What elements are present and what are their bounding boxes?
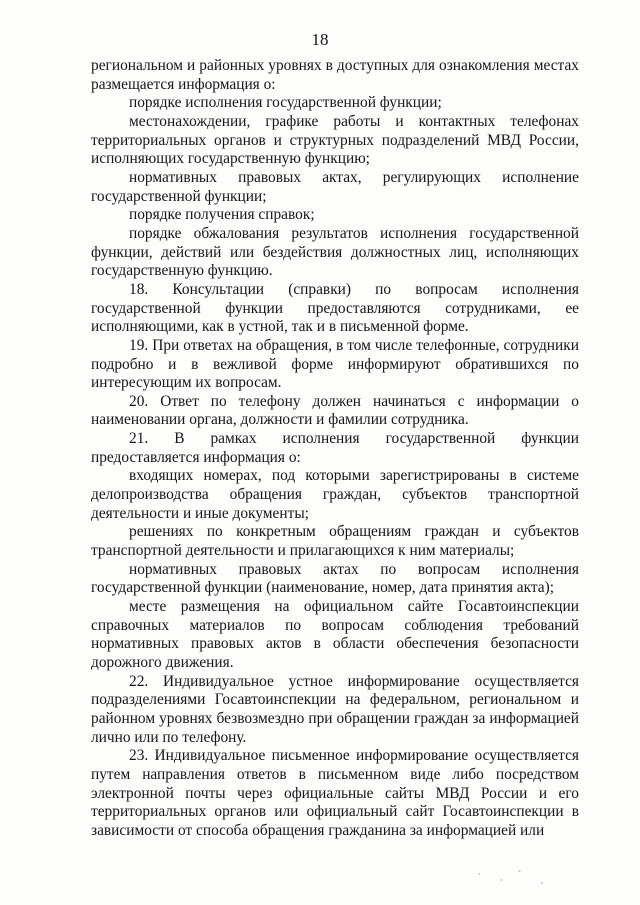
list-item: порядке получения справок; [129, 206, 315, 224]
page-number: 18 [311, 30, 329, 49]
paragraph-continuation: региональном и районных уровнях в доступных для ознакомления местах размещается информация о: [91, 57, 579, 93]
clause-23: 23. Индивидуальное письменное информирование осуществляется путем направления ответов в письменном виде либо посредством электронной почты через официальные сайты МВД России и его территориальных органов или официальный сайт Госавтоинспекции в зависимости от способа обращения гражданина за информацией или [91, 747, 579, 839]
clause-22: 22. Индивидуальное устное информирование осуществляется подразделениями Госавтоинспекции на федеральном, региональном и районном уровнях безвозмездно при обращении граждан за информацией лично или по телефону. [91, 672, 579, 746]
list-item: входящих номерах, под которыми зарегистрированы в системе делопроизводства обращения граждан, субъектов транспортной деятельности и иные документы; [91, 467, 579, 522]
clause-18: 18. Консультации (справки) по вопросам исполнения государственной функции предоставляются сотрудниками, ее исполняющими, как в устной, так и в письменной форме. [91, 280, 579, 336]
list-item: нормативных правовых актах, регулирующих исполнение государственной функции; [91, 168, 579, 205]
list-item: порядке исполнения государственной функции; [129, 94, 442, 112]
list-item: местонахождении, графике работы и контактных телефонах территориальных органов и структурных подразделений МВД России, исполняющих государственную функцию; [91, 112, 579, 168]
scan-noise [470, 862, 560, 892]
list-item: порядке обжалования результатов исполнения государственной функции, действий или бездействия должностных лиц, исполняющих государственную функцию. [91, 224, 579, 280]
list-item: решениях по конкретным обращениям граждан и субъектов транспортной деятельности и прилагающихся к ним материалы; [91, 523, 579, 560]
clause-20: 20. Ответ по телефону должен начинаться с информации о наименовании органа, должности и фамилии сотрудника. [91, 392, 579, 429]
list-item: нормативных правовых актах по вопросам исполнения государственной функции (наименование, номер, дата принятия акта); [91, 560, 579, 597]
clause-21: 21. В рамках исполнения государственной функции предоставляется информация о: [91, 430, 579, 466]
clause-19: 19. При ответах на обращения, в том числе телефонные, сотрудники подробно и в вежливой форме информируют обратившихся по интересующим их вопросам. [91, 336, 579, 392]
document-body [91, 57, 579, 841]
list-item: месте размещения на официальном сайте Госавтоинспекции справочных материалов по вопросам соблюдения требований нормативных правовых актов в области обеспечения безопасности дорожного движения. [91, 598, 579, 671]
